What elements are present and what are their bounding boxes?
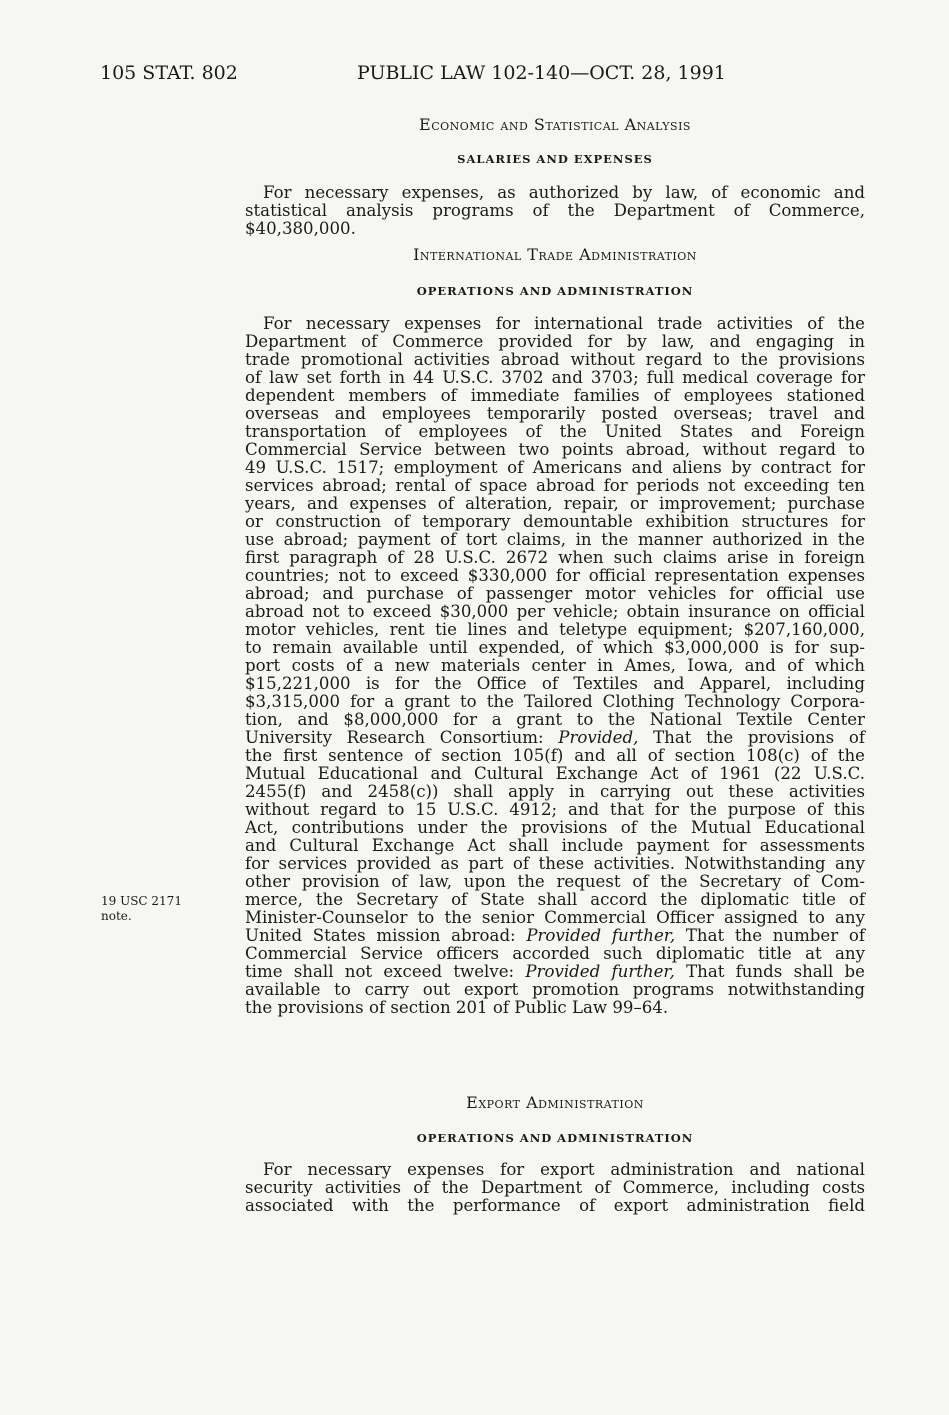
paragraph-export: For necessary expenses for export administration and national security activities of the Department of Commerce, including costs associated with the performance of export administration field [245,1160,865,1215]
subheading-export-operations: OPERATIONS AND ADMINISTRATION [416,1131,694,1145]
subheading-ita-operations: OPERATIONS AND ADMINISTRATION [416,284,694,298]
paragraph-ita: For necessary expenses for international trade activities of the Department of Commerce provided for by law, and engaging in trade promotional activities abroad without regard to the provisions of law set forth in 44 U.S.C. 3702 and 3703; full medical coverage for dependent members of immediate families of employees stationed overseas and employees temporarily posted overseas; travel and transportation of employees of the United States and Foreign Commercial Service between two points abroad, without regard to 49 U.S.C. 1517; employment of Americans and aliens by contract for services abroad; rental of space abroad for periods not exceeding ten years, and expenses of alteration, repair, or improvement; purchase or construction of temporary demountable exhibition structures for use abroad; payment of tort claims, in the manner authorized in the first paragraph of 28 U.S.C. 2672 when such claims arise in foreign countries; not to exceed $330,000 for official representation expenses abroad; and purchase of passenger motor vehicles for official use abroad not to exceed $30,000 per vehicle; obtain insurance on official motor vehicles, rent tie lines and teletype equipment; $207,160,000, to remain available until expended, of which $3,000,000 is for sup- port costs of a new materials center in Ames, Iowa, and of which $15,221,000 is for the Office of Textiles and Apparel, including $3,315,000 for a grant to the Tailored Clothing Technology Corpora- tion, and $8,000,000 for a grant to the National Textile Center University Research Consortium: Provided, That the provisions of the first sentence of section 105(f) and all of section 108(c) of the Mutual Educational and Cultural Exchange Act of 1961 (22 U.S.C. 2455(f) and 2458(c)) shall apply in carrying out these activities without regard to 15 U.S.C. 4912; and that for the purpose of this Act, contributions under the provisions of the Mutual Educational and Cultural Exchange Act shall include payment for assessments for services provided as part of these activities. Notwithstanding any other provision of law, upon the request of the Secretary of Com- merce, the Secretary of State shall accord the diplomatic title of Minister-Counselor to the senior Commercial Officer assigned to any United States mission abroad: Provided further, That the number of Commercial Service officers accorded such diplomatic title at any time shall not exceed twelve: Provided further, That funds shall be available to carry out export promotion programs notwithstanding the provisions of section 201 of Public Law 99–64. [245,314,865,1017]
section-heading-export: Export Administration [466,1093,644,1112]
margin-note [101,894,211,924]
margin-note-citation: 19 USC 2171 [101,894,182,908]
page-header [100,61,840,85]
subheading-salaries: SALARIES AND EXPENSES [457,152,653,166]
section-heading-econ: Economic and Statistical Analysis [419,115,691,134]
paragraph-econ: For necessary expenses, as authorized by law, of economic and statistical analysis programs of the Department of Commerce, $40,380,000. [245,183,865,238]
margin-note-label: note. [101,909,132,923]
stat-reference: 105 STAT. 802 [100,62,238,84]
section-heading-ita: International Trade Administration [413,245,697,264]
law-title: PUBLIC LAW 102-140—OCT. 28, 1991 [357,62,726,84]
